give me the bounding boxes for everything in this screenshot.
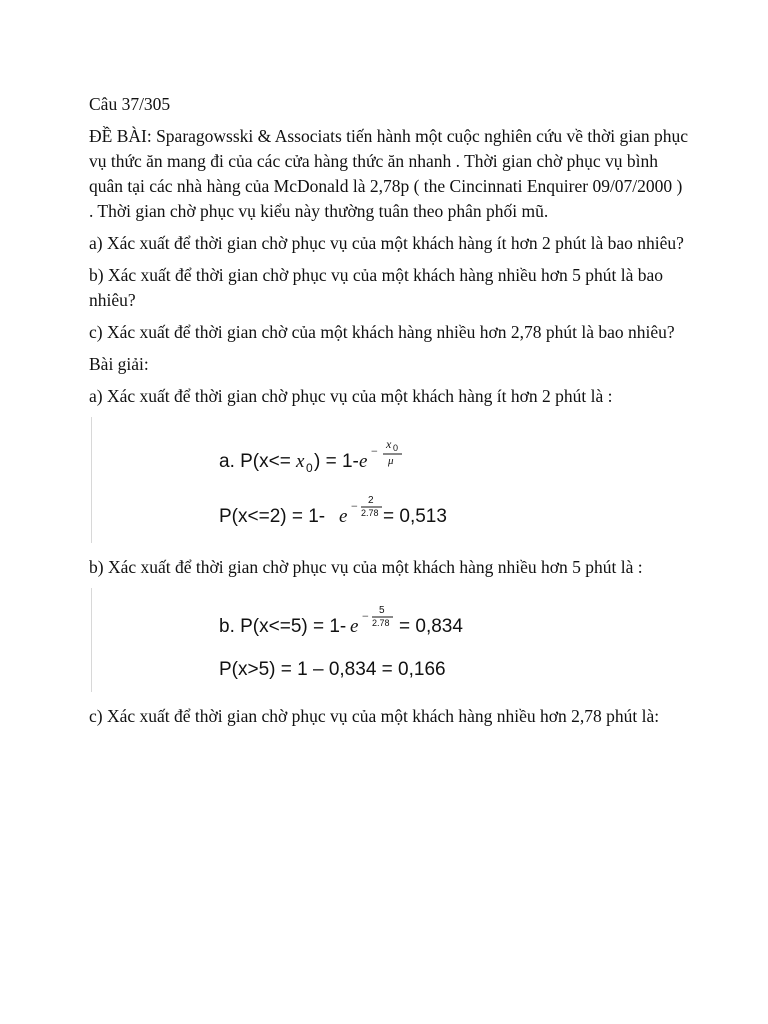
- formula-image-a: [89, 417, 669, 543]
- question-b: b) Xác xuất để thời gian chờ phục vụ của một khách hàng nhiều hơn 5 phút là bao nhiêu?: [89, 265, 663, 310]
- formula-a1-mid: ) = 1-: [314, 451, 359, 472]
- formula-a2-result: = 0,513: [383, 506, 447, 527]
- formula-a-svg: [89, 417, 669, 543]
- question-a: a) Xác xuất để thời gian chờ phục vụ của một khách hàng ít hơn 2 phút là bao nhiêu?: [89, 233, 684, 253]
- formula-b1-exp-den: 2.78: [372, 618, 390, 628]
- formula-b1-result: = 0,834: [399, 616, 463, 637]
- formula-b1-minus: −: [362, 609, 369, 623]
- formula-b1-prefix: b. P(x<=5) = 1-: [219, 616, 347, 637]
- formula-a1-exp-den: μ: [388, 455, 394, 467]
- problem-statement: ĐỀ BÀI: Sparagowsski & Associats tiến hành một cuộc nghiên cứu về thời gian phục vụ thức ăn mang đi của các cửa hàng thức ăn nhanh . Thời gian chờ phục vụ bình quân tại các nhà hàng của McDonald là 2,78p ( the Cincinnati Enquirer 09/07/2000 ) . Thời gian chờ phục vụ kiểu này thường tuân theo phân phối mũ.: [89, 126, 689, 221]
- formula-a2-exp-num: 2: [368, 495, 374, 506]
- formula-a1-exp-num: x: [386, 437, 392, 451]
- answer-c-intro: c) Xác xuất để thời gian chờ phục vụ của một khách hàng nhiều hơn 2,78 phút là:: [89, 706, 660, 726]
- formula-b2-text: P(x>5) = 1 – 0,834 = 0,166: [219, 659, 446, 680]
- formula-a2-e: e: [339, 506, 348, 527]
- solution-heading: Bài giải:: [89, 354, 149, 374]
- document-page: [89, 92, 689, 736]
- question-c: c) Xác xuất để thời gian chờ của một khách hàng nhiều hơn 2,78 phút là bao nhiêu?: [89, 322, 675, 342]
- answer-a-intro: a) Xác xuất để thời gian chờ phục vụ của một khách hàng ít hơn 2 phút là :: [89, 386, 613, 406]
- formula-a1-sub: 0: [306, 461, 313, 475]
- question-number: Câu 37/305: [89, 94, 171, 114]
- answer-b-intro: b) Xác xuất để thời gian chờ phục vụ của một khách hàng nhiều hơn 5 phút là :: [89, 557, 643, 577]
- formula-a1-var: x: [296, 451, 305, 472]
- formula-image-b: [89, 588, 669, 692]
- formula-b1-exp-num: 5: [379, 605, 385, 616]
- formula-a2-minus: −: [351, 499, 358, 513]
- formula-a1-e: e: [359, 451, 368, 472]
- formula-a1-exp-num-sub: 0: [393, 443, 399, 453]
- formula-b-svg: [89, 588, 669, 692]
- formula-a1-minus: −: [371, 444, 378, 458]
- formula-b1-e: e: [350, 616, 359, 637]
- formula-a2-exp-den: 2.78: [361, 508, 379, 518]
- formula-a2-prefix: P(x<=2) = 1-: [219, 506, 326, 527]
- formula-a1-prefix: a. P(x<=: [219, 451, 291, 472]
